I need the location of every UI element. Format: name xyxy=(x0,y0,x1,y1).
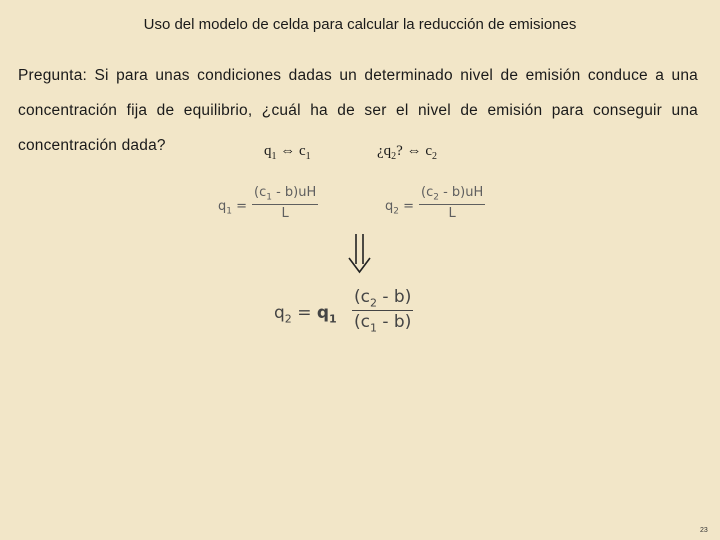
result-equals: = xyxy=(297,303,312,323)
rel2-right-sub: 2 xyxy=(432,151,438,162)
result-den-rest: - b) xyxy=(376,312,412,333)
relation-q1-c1 xyxy=(264,143,311,162)
rel1-left: q xyxy=(264,143,272,159)
equivalence-symbol: ⇔ xyxy=(280,143,296,159)
rel1-right: c xyxy=(299,143,306,159)
formula1-fraction xyxy=(252,185,318,221)
result-numerator xyxy=(352,287,413,309)
page-number: 23 xyxy=(700,527,708,534)
fraction-bar xyxy=(252,204,318,205)
result-factor-sub: 1 xyxy=(329,312,337,326)
rel2-left: ¿q xyxy=(377,143,392,159)
result-num-open: (c xyxy=(354,287,370,307)
formula1-lhs-sub: 1 xyxy=(226,206,232,217)
formula1-num-rest: - b)uH xyxy=(271,185,317,200)
question-text: Pregunta: Si para unas condiciones dadas un determinado nivel de emisión conduce a una concentración fija de equilibrio, ¿cuál ha de ser el nivel de emisión para conseguir una concentración dada? xyxy=(18,67,698,154)
slide-title: Uso del modelo de celda para calcular la reducción de emisiones xyxy=(143,16,577,33)
formula2-equals: = xyxy=(403,199,415,214)
equivalence-symbol: ⇔ xyxy=(406,143,422,159)
double-down-arrow-icon xyxy=(346,234,374,274)
rel1-right-sub: 1 xyxy=(305,151,311,162)
formula2-lhs xyxy=(385,199,414,217)
relation-q2-c2 xyxy=(377,143,437,162)
rel2-question-mark: ? xyxy=(396,143,403,159)
result-factor: q xyxy=(316,303,330,323)
result-num-sub: 2 xyxy=(369,296,377,310)
formula2-num-rest: - b)uH xyxy=(438,185,484,200)
formula1-equals: = xyxy=(236,199,248,214)
formula2-lhs-sub: 2 xyxy=(393,206,399,217)
result-fraction xyxy=(352,287,413,335)
formula2-num-open: (c xyxy=(421,185,434,200)
formula2-fraction xyxy=(419,185,485,221)
result-lhs-var: q xyxy=(274,303,285,323)
result-lhs xyxy=(274,303,337,325)
formula1-denominator: L xyxy=(281,205,289,221)
formula1-lhs xyxy=(218,199,247,217)
formula1-num-open: (c xyxy=(254,185,267,200)
fraction-bar xyxy=(419,204,485,205)
formula2-denominator: L xyxy=(448,205,456,221)
formula1-numerator xyxy=(252,185,318,203)
result-lhs-sub: 2 xyxy=(284,312,292,326)
formula1-num-sub: 1 xyxy=(266,192,272,203)
formula2-num-sub: 2 xyxy=(433,192,439,203)
fraction-bar xyxy=(352,310,413,311)
rel2-left-sub: 2 xyxy=(391,151,397,162)
rel2-right: c xyxy=(425,143,433,159)
result-num-rest: - b) xyxy=(376,287,412,307)
result-den-open: (c xyxy=(354,312,370,333)
result-den-sub: 1 xyxy=(369,321,377,335)
formula2-numerator xyxy=(419,185,485,203)
formula1-lhs-var: q xyxy=(218,199,227,214)
result-denominator xyxy=(352,312,413,334)
rel1-left-sub: 1 xyxy=(271,151,277,162)
formula2-lhs-var: q xyxy=(385,199,394,214)
